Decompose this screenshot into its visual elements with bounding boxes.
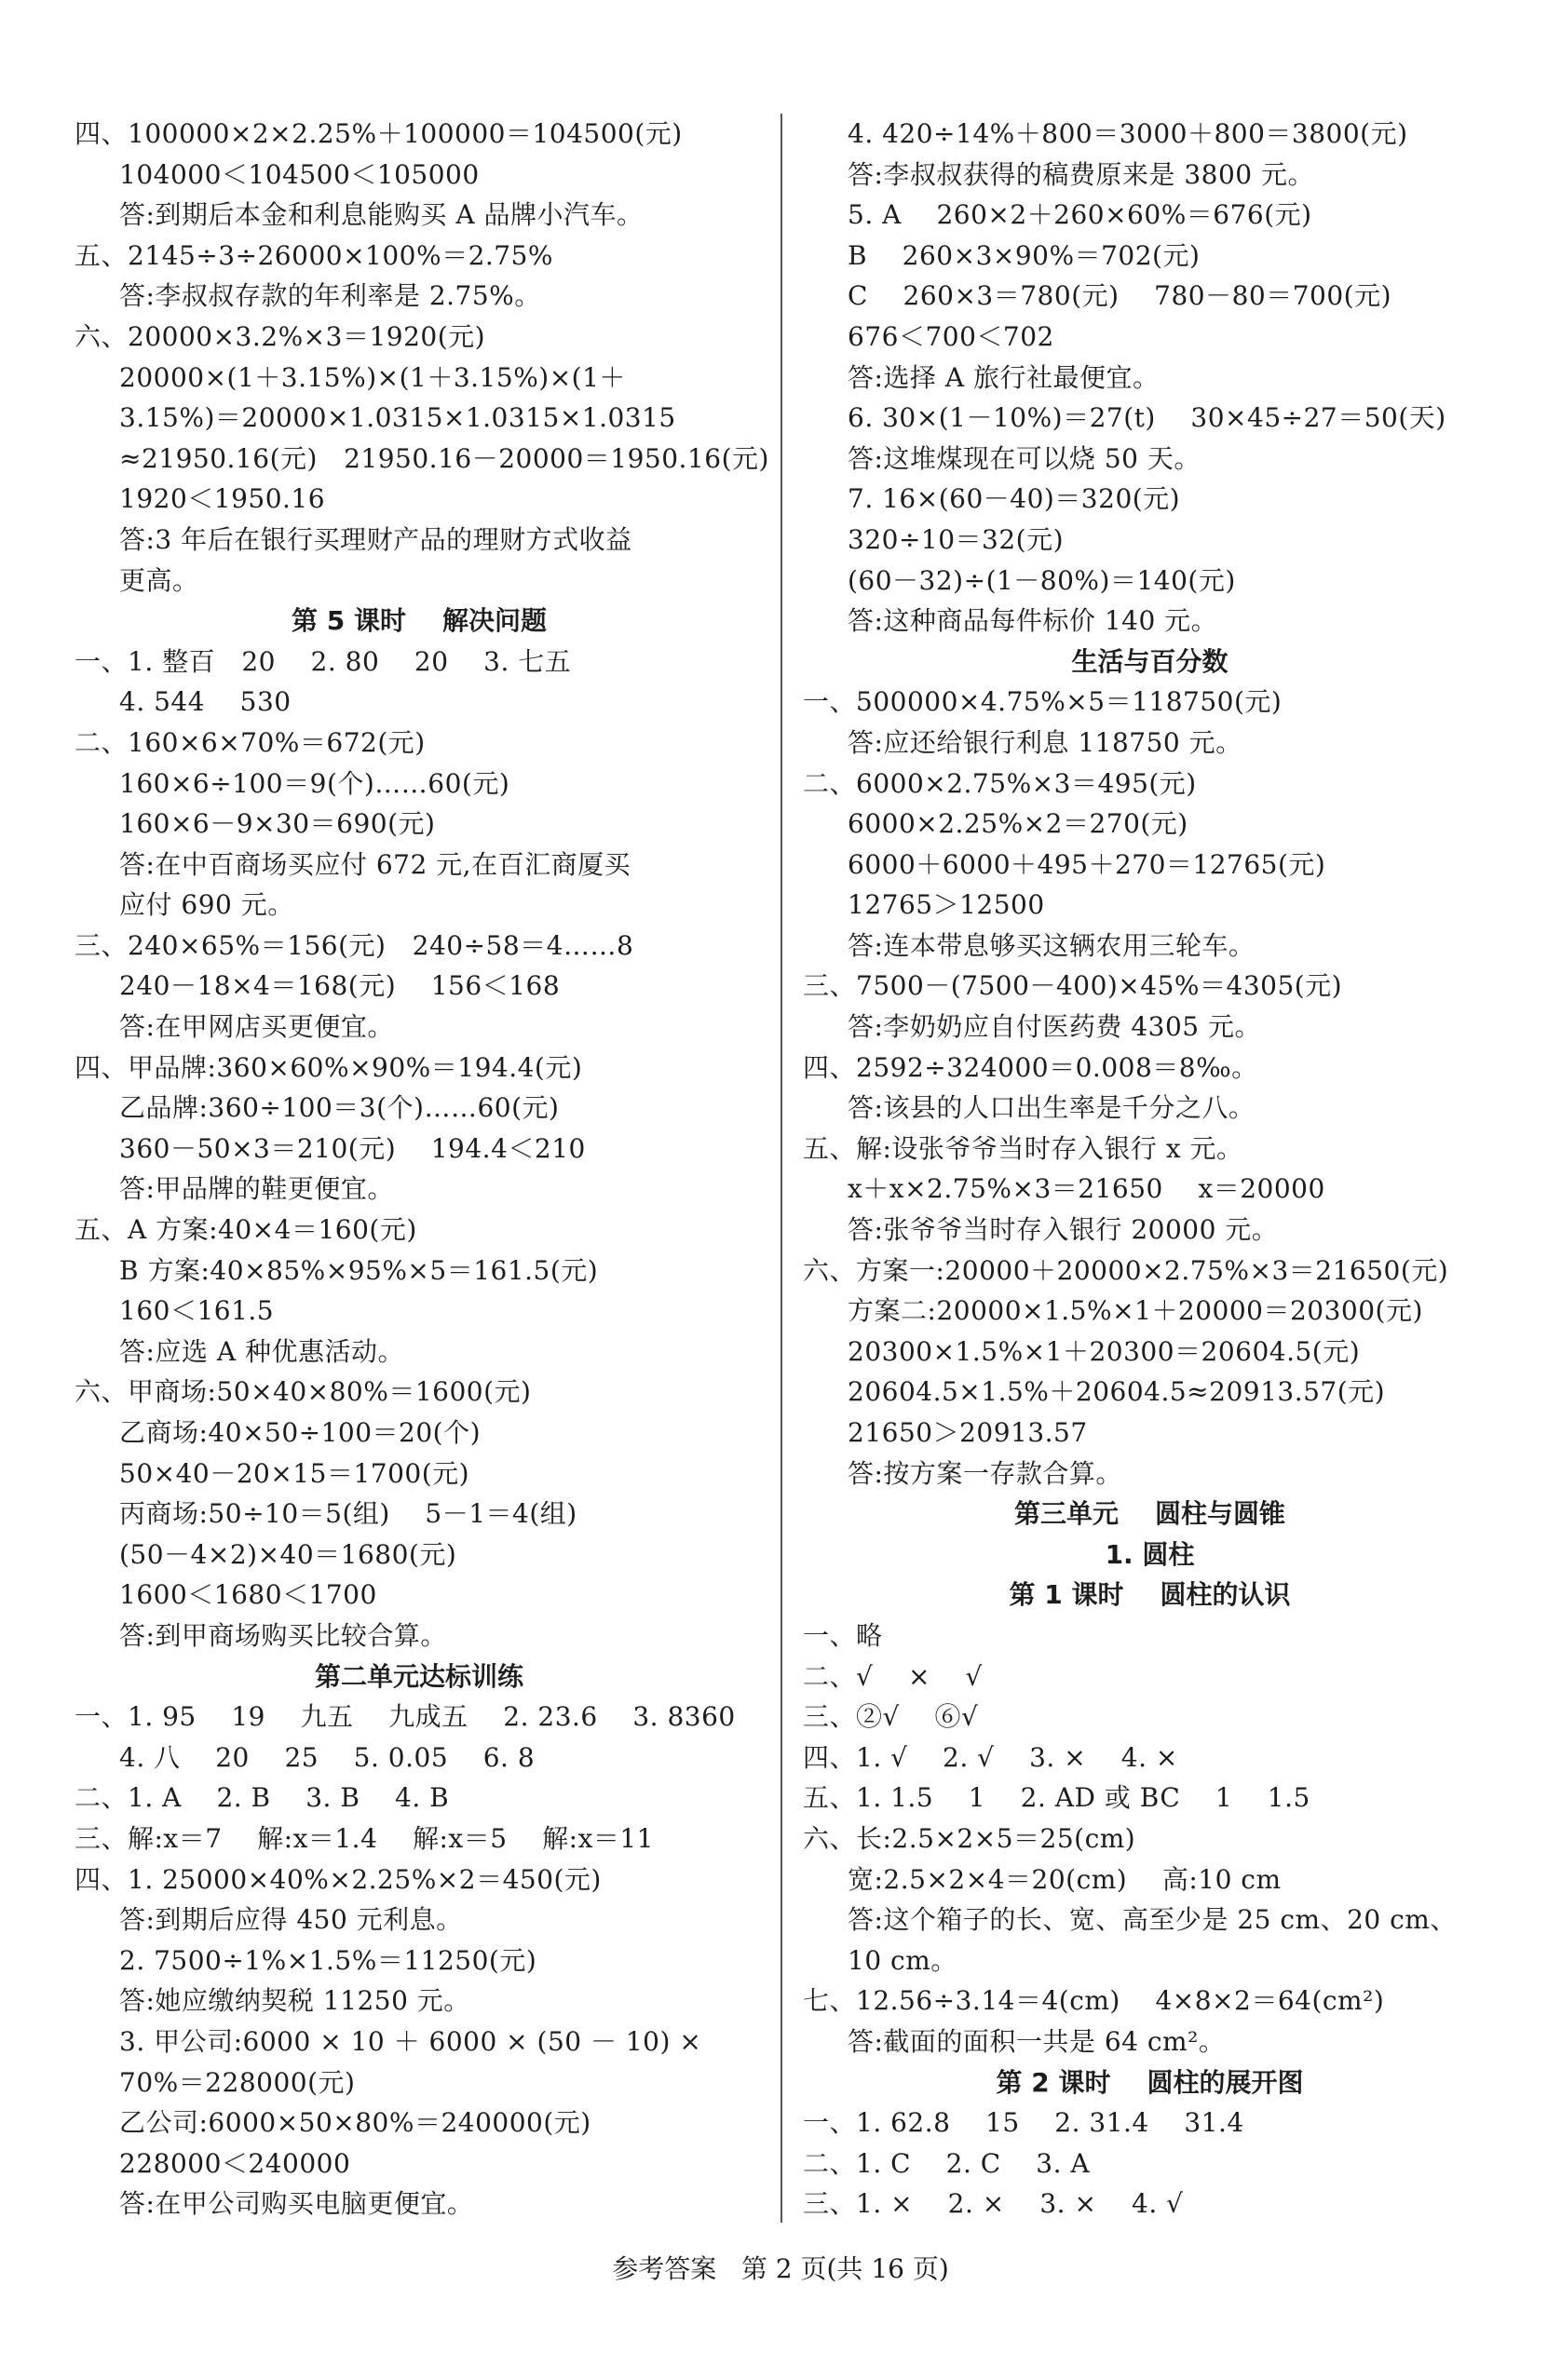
answer-line: 360－50×3＝210(元) 194.4＜210 [119, 1132, 586, 1164]
answer-line: 答:选择 A 旅行社最便宜。 [848, 361, 1160, 393]
answer-line: 应付 690 元。 [119, 889, 294, 921]
answer-line: 答:3 年后在银行买理财产品的理财方式收益 [119, 523, 632, 555]
section-heading: 第 5 课时 解决问题 [292, 605, 547, 637]
answer-line: 答:这种商品每件标价 140 元。 [848, 605, 1218, 637]
answer-line: 1600＜1680＜1700 [119, 1579, 377, 1611]
section-heading: 第二单元达标训练 [314, 1660, 523, 1692]
answer-line: 答:李叔叔存款的年利率是 2.75%。 [119, 280, 541, 312]
answer-line: 乙商场:40×50÷100＝20(个) [119, 1417, 482, 1448]
answer-line: 答:在中百商场买应付 672 元,在百汇商厦买 [119, 848, 631, 880]
answer-line: 答:在甲网店买更便宜。 [119, 1011, 394, 1043]
answer-line: 二、160×6×70%＝672(元) [75, 726, 426, 758]
answer-line: 50×40－20×15＝1700(元) [119, 1457, 470, 1489]
page-footer: 参考答案 第 2 页(共 16 页) [612, 2253, 949, 2284]
answer-line: 7. 16×(60－40)＝320(元) [848, 483, 1181, 515]
section-heading: 1. 圆柱 [1105, 1538, 1195, 1570]
answer-line: 320÷10＝32(元) [848, 523, 1065, 555]
column-divider [780, 114, 782, 2223]
answer-line: 六、20000×3.2%×3＝1920(元) [75, 320, 486, 352]
answer-line: 4. 420÷14%＋800＝3000＋800＝3800(元) [848, 118, 1408, 149]
answer-line: (50－4×2)×40＝1680(元) [119, 1538, 457, 1570]
answer-line: 六、长:2.5×2×5＝25(cm) [803, 1822, 1136, 1854]
answer-line: 10 cm。 [848, 1944, 957, 1976]
answer-line: 20300×1.5%×1＋20300＝20604.5(元) [848, 1335, 1361, 1367]
answer-line: 答:这堆煤现在可以烧 50 天。 [848, 442, 1201, 474]
answer-line: 答:李奶奶应自付医药费 4305 元。 [848, 1011, 1261, 1043]
answer-line: 21650＞20913.57 [848, 1417, 1088, 1448]
answer-line: 一、1. 整百 20 2. 80 20 3. 七五 [75, 645, 572, 677]
answer-line: 六、甲商场:50×40×80%＝1600(元) [75, 1376, 532, 1408]
answer-line: 二、1. C 2. C 3. A [803, 2147, 1091, 2179]
answer-line: ≈21950.16(元) 21950.16－20000＝1950.16(元) [119, 442, 769, 474]
answer-line: 5. A 260×2＋260×60%＝676(元) [848, 199, 1312, 231]
answer-line: 乙公司:6000×50×80%＝240000(元) [119, 2107, 591, 2139]
answer-line: 六、方案一:20000＋20000×2.75%×3＝21650(元) [803, 1254, 1449, 1286]
answer-line: 七、12.56÷3.14＝4(cm) 4×8×2＝64(cm²) [803, 1985, 1385, 2017]
answer-line: 答:到甲商场购买比较合算。 [119, 1619, 447, 1651]
answer-line: 方案二:20000×1.5%×1＋20000＝20300(元) [848, 1295, 1423, 1327]
answer-line: 228000＜240000 [119, 2147, 351, 2179]
answer-line: 答:到期后应得 450 元利息。 [119, 1904, 463, 1936]
answer-line: x＋x×2.75%×3＝21650 x＝20000 [848, 1173, 1325, 1205]
answer-line: 160×6－9×30＝690(元) [119, 808, 436, 840]
answer-line: 答:甲品牌的鞋更便宜。 [119, 1173, 394, 1205]
answer-line: 五、2145÷3÷26000×100%＝2.75% [75, 239, 554, 271]
answer-line: (60－32)÷(1－80%)＝140(元) [848, 564, 1236, 596]
answer-line: 五、解:设张爷爷当时存入银行 x 元。 [803, 1132, 1243, 1164]
answer-line: 二、√ × √ [803, 1660, 983, 1692]
answer-line: 五、1. 1.5 1 2. AD 或 BC 1 1.5 [803, 1782, 1310, 1814]
answer-line: 丙商场:50÷10＝5(组) 5－1＝4(组) [119, 1498, 577, 1530]
answer-line: 三、②√ ⑥√ [803, 1701, 979, 1733]
answer-line: 一、500000×4.75%×5＝118750(元) [803, 686, 1283, 718]
answer-line: 12765＞12500 [848, 889, 1045, 921]
answer-line: 答:按方案一存款合算。 [848, 1457, 1122, 1489]
answer-line: 三、7500－(7500－400)×45%＝4305(元) [803, 970, 1343, 1002]
answer-line: 四、100000×2×2.25%＋100000＝104500(元) [75, 118, 683, 149]
answer-line: 6000×2.25%×2＝270(元) [848, 808, 1188, 840]
answer-line: 答:在甲公司购买电脑更便宜。 [119, 2188, 474, 2220]
answer-line: 70%＝228000(元) [119, 2066, 356, 2098]
answer-line: 五、A 方案:40×4＝160(元) [75, 1214, 417, 1246]
answer-line: 答:应选 A 种优惠活动。 [119, 1335, 404, 1367]
answer-line: 答:该县的人口出生率是千分之八。 [848, 1092, 1256, 1124]
answer-line: 答:到期后本金和利息能购买 A 品牌小汽车。 [119, 199, 644, 231]
answer-line: 二、6000×2.75%×3＝495(元) [803, 767, 1197, 799]
answer-line: 四、甲品牌:360×60%×90%＝194.4(元) [75, 1051, 583, 1083]
answer-line: 2. 7500÷1%×1.5%＝11250(元) [119, 1944, 537, 1976]
section-heading: 第 2 课时 圆柱的展开图 [996, 2066, 1304, 2098]
answer-line: 答:她应缴纳契税 11250 元。 [119, 1985, 470, 2017]
answer-line: 答:李叔叔获得的稿费原来是 3800 元。 [848, 158, 1314, 190]
answer-line: 宽:2.5×2×4＝20(cm) 高:10 cm [848, 1863, 1282, 1895]
answer-line: 二、1. A 2. B 3. B 4. B [75, 1782, 450, 1814]
answer-line: 答:连本带息够买这辆农用三轮车。 [848, 929, 1256, 961]
answer-line: 三、解:x＝7 解:x＝1.4 解:x＝5 解:x＝11 [75, 1822, 654, 1854]
answer-line: 6000＋6000＋495＋270＝12765(元) [848, 848, 1326, 880]
answer-line: 答:这个箱子的长、宽、高至少是 25 cm、20 cm、 [848, 1904, 1457, 1936]
section-heading: 第三单元 圆柱与圆锥 [1014, 1498, 1285, 1530]
section-heading: 第 1 课时 圆柱的认识 [1009, 1579, 1291, 1611]
answer-line: 4. 八 20 25 5. 0.05 6. 8 [119, 1741, 536, 1773]
right-column [803, 114, 1497, 2224]
answer-line: 160＜161.5 [119, 1295, 275, 1327]
answer-line: 676＜700＜702 [848, 320, 1054, 352]
answer-line: 答:截面的面积一共是 64 cm²。 [848, 2025, 1226, 2057]
answer-line: 160×6÷100＝9(个)……60(元) [119, 767, 510, 799]
answer-line: 20604.5×1.5%＋20604.5≈20913.57(元) [848, 1376, 1386, 1408]
answer-line: 答:应还给银行利息 118750 元。 [848, 726, 1242, 758]
answer-line: 240－18×4＝168(元) 156＜168 [119, 970, 561, 1002]
answer-line: 更高。 [119, 564, 199, 596]
answer-line: 答:张爷爷当时存入银行 20000 元。 [848, 1214, 1279, 1246]
answer-line: 四、1. 25000×40%×2.25%×2＝450(元) [75, 1863, 602, 1895]
answer-line: 4. 544 530 [119, 686, 292, 718]
answer-line: B 方案:40×85%×95%×5＝161.5(元) [119, 1254, 599, 1286]
answer-line: 一、1. 95 19 九五 九成五 2. 23.6 3. 8360 [75, 1701, 736, 1733]
answer-line: 四、2592÷324000＝0.008＝8‰。 [803, 1051, 1258, 1083]
answer-line: 一、略 [803, 1619, 883, 1651]
section-heading: 生活与百分数 [1071, 645, 1228, 677]
answer-line: 20000×(1＋3.15%)×(1＋3.15%)×(1＋ [119, 361, 626, 393]
answer-line: 1920＜1950.16 [119, 483, 326, 515]
answer-line: 三、1. × 2. × 3. × 4. √ [803, 2188, 1184, 2220]
left-column [75, 114, 769, 2224]
answer-line: 104000＜104500＜105000 [119, 158, 480, 190]
answer-line: 3. 甲公司:6000 × 10 ＋ 6000 × (50 － 10) × [119, 2025, 702, 2057]
answer-line: 四、1. √ 2. √ 3. × 4. × [803, 1741, 1178, 1773]
answer-line: 乙品牌:360÷100＝3(个)……60(元) [119, 1092, 560, 1124]
answer-line: B 260×3×90%＝702(元) [848, 239, 1201, 271]
answer-line: C 260×3＝780(元) 780－80＝700(元) [848, 280, 1392, 312]
answer-line: 一、1. 62.8 15 2. 31.4 31.4 [803, 2107, 1244, 2139]
answer-line: 3.15%)＝20000×1.0315×1.0315×1.0315 [119, 402, 676, 434]
answer-line: 6. 30×(1－10%)＝27(t) 30×45÷27＝50(天) [848, 402, 1446, 434]
answer-line: 三、240×65%＝156(元) 240÷58＝4……8 [75, 929, 634, 961]
